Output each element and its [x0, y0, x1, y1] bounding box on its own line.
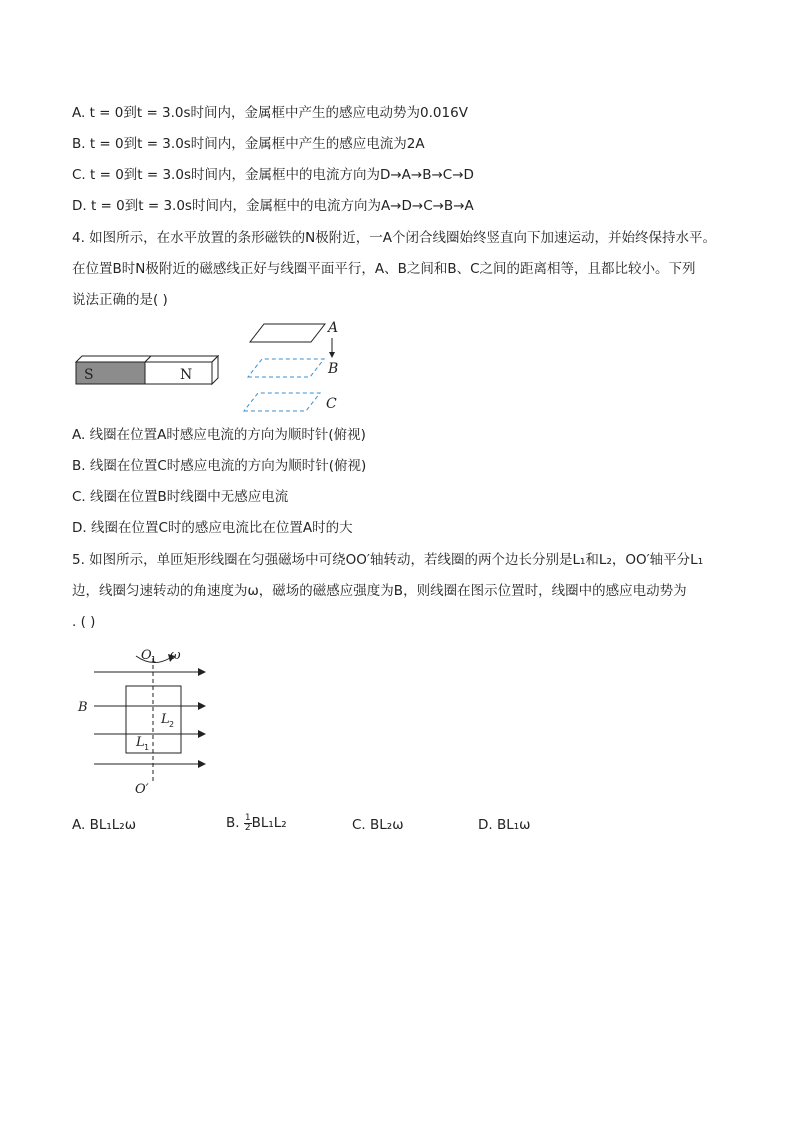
q4-stem-line-1: 4. 如图所示，在水平放置的条形磁铁的N极附近，一A个闭合线圈始终竖直向下加速运动，并始终保持水平。 [72, 230, 717, 246]
q3-option-b: B. t = 0到t = 3.0s时间内，金属框中产生的感应电流为2A [72, 136, 425, 152]
coil-position-b [248, 359, 324, 377]
fraction-denominator: 2 [244, 822, 251, 833]
l2-label: L [161, 712, 170, 727]
q3-option-d: D. t = 0到t = 3.0s时间内，金属框中的电流方向为A→D→C→B→A [72, 198, 474, 214]
magnet-n-label: N [180, 367, 193, 383]
bar-magnet [76, 356, 218, 384]
label-c: C [326, 396, 337, 412]
axis-top-subscript: 1 [151, 655, 157, 664]
magnet-s-label: S [84, 367, 94, 383]
field-b-label: B [78, 700, 88, 715]
q4-option-b: B. 线圈在位置C时感应电流的方向为顺时针(俯视) [72, 458, 367, 474]
q4-option-c: C. 线圈在位置B时线圈中无感应电流 [72, 489, 289, 505]
half-fraction [244, 814, 252, 833]
q5-option-d: D. BL₁ω [478, 817, 531, 833]
q4-magnet-coil-figure [70, 316, 360, 418]
q4-stem-line-3: 说法正确的是( ) [72, 292, 168, 308]
l2-subscript: 2 [169, 720, 175, 729]
q5-rotating-coil-figure [70, 642, 215, 798]
label-a: A [328, 320, 339, 336]
q4-option-d: D. 线圈在位置C时的感应电流比在位置A时的大 [72, 520, 353, 536]
q5-option-b-prefix: B. [226, 815, 240, 831]
label-b: B [328, 361, 339, 377]
q5-option-a: A. BL₁L₂ω [72, 817, 137, 833]
l1-label: L [136, 735, 145, 750]
q5-stem-line-2: 边，线圈匀速转动的角速度为ω，磁场的磁感应强度为B，则线圈在图示位置时，线圈中的感应电动势为 [72, 583, 687, 599]
l1-subscript: 1 [144, 743, 150, 752]
coil-position-a [250, 324, 325, 342]
q4-stem-line-2: 在位置B时N极附近的磁感线正好与线圈平面平行，A、B之间和B、C之间的距离相等，且都比较小。下列 [72, 261, 696, 277]
coil-position-c [244, 393, 320, 411]
q5-option-b [226, 813, 287, 833]
q5-option-b-rest: BL₁L₂ [251, 815, 287, 831]
q3-option-c: C. t = 0到t = 3.0s时间内，金属框中的电流方向为D→A→B→C→D [72, 167, 474, 183]
q3-option-a: A. t = 0到t = 3.0s时间内，金属框中产生的感应电动势为0.016V [72, 105, 468, 121]
axis-bottom-label: O′ [135, 782, 149, 797]
q5-stem-line-3: . ( ) [72, 614, 96, 630]
fraction-numerator: 1 [244, 812, 251, 823]
omega-label: ω [170, 648, 181, 663]
q5-stem-line-1: 5. 如图所示，单匝矩形线圈在匀强磁场中可绕OO′轴转动，若线圈的两个边长分别是L₁和L₂，OO′轴平分L₁ [72, 552, 704, 568]
q4-option-a: A. 线圈在位置A时感应电流的方向为顺时针(俯视) [72, 427, 366, 443]
q5-option-c: C. BL₂ω [352, 817, 404, 833]
axis-top-label: O [141, 648, 152, 663]
